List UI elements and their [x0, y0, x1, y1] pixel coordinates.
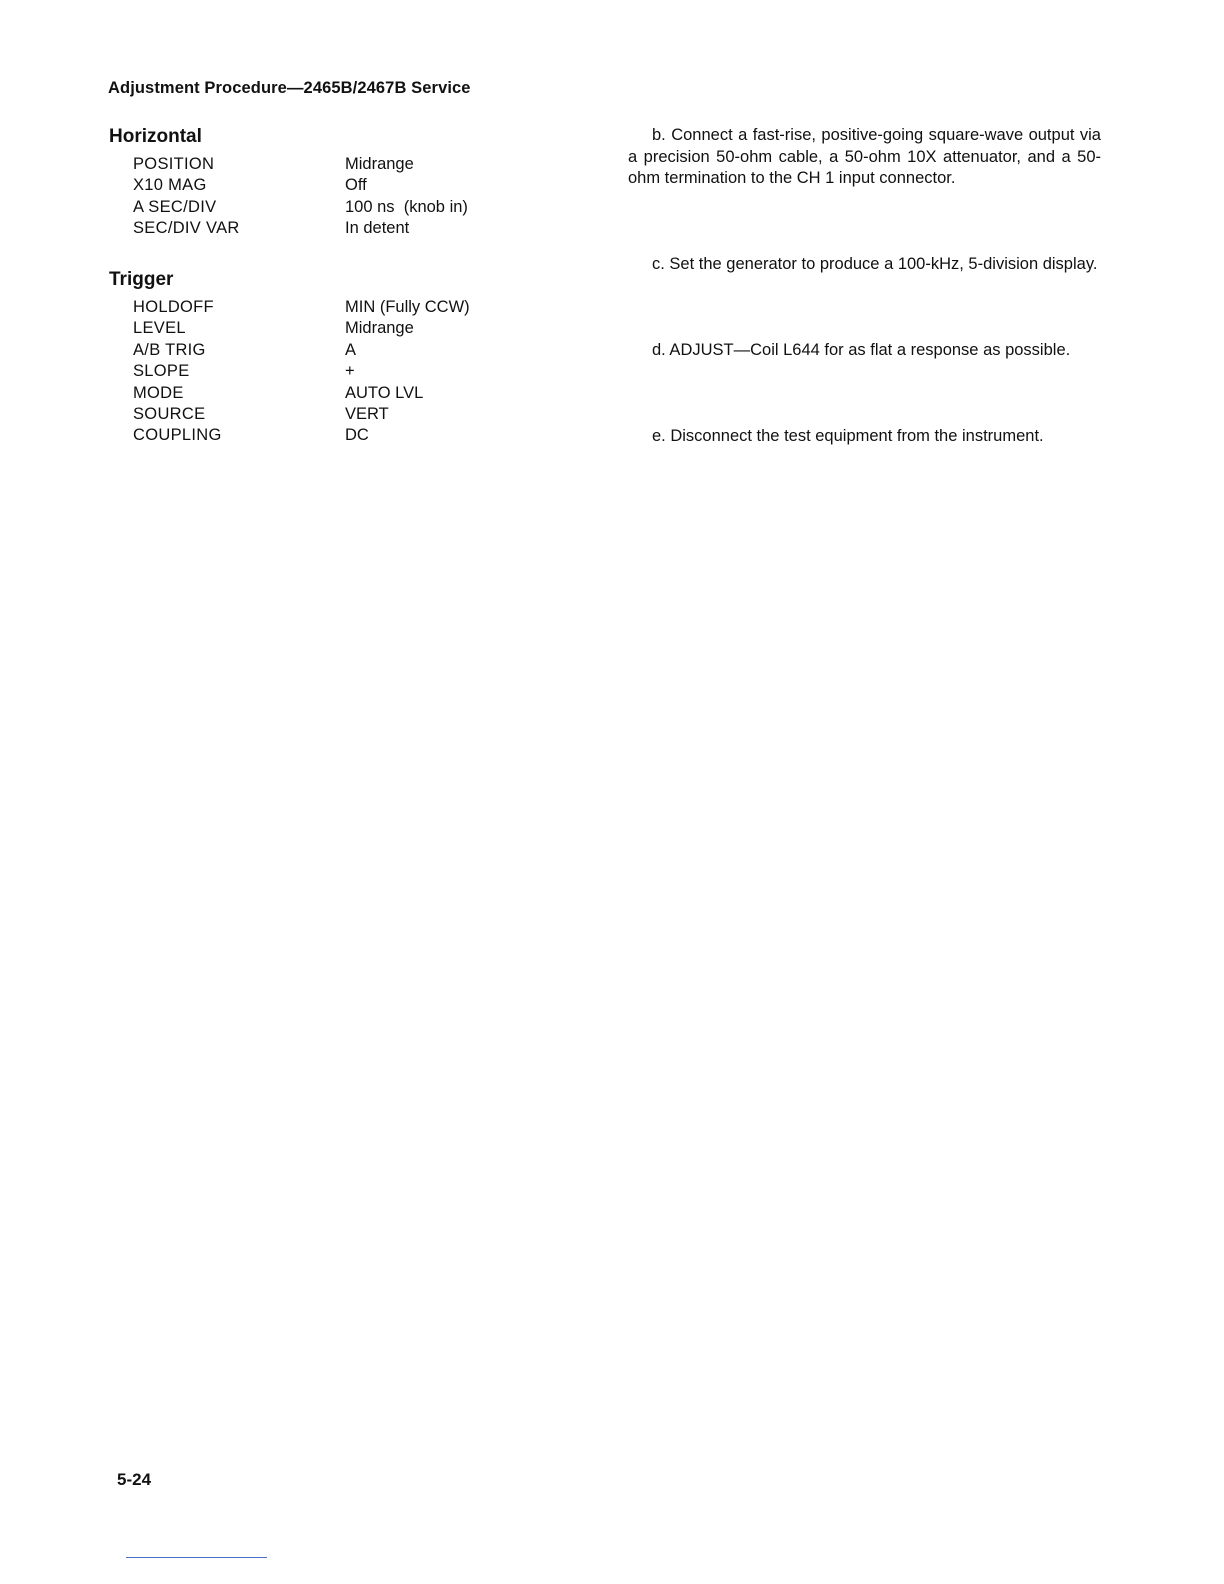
setting-name: SEC/DIV VAR	[133, 219, 240, 238]
trigger-settings-list	[133, 297, 529, 447]
setting-row	[133, 175, 529, 196]
settings-column	[109, 124, 529, 447]
setting-row	[133, 425, 529, 446]
setting-row	[133, 154, 529, 175]
horizontal-settings-list	[133, 154, 529, 240]
setting-value: Off	[345, 176, 367, 195]
setting-value: +	[345, 362, 355, 381]
setting-name: SLOPE	[133, 362, 190, 381]
setting-row	[133, 383, 529, 404]
section-heading-horizontal: Horizontal	[109, 126, 202, 147]
setting-value: 100 ns (knob in)	[345, 197, 468, 216]
footer-rule	[126, 1557, 267, 1558]
setting-value: A	[345, 340, 357, 359]
page-number: 5-24	[117, 1470, 152, 1489]
horizontal-section	[109, 124, 529, 267]
setting-row	[133, 318, 529, 339]
setting-name: A SEC/DIV	[133, 197, 217, 216]
procedure-step-d: d. ADJUST—Coil L644 for as flat a response as possible.	[652, 341, 1071, 359]
setting-value: Midrange	[345, 155, 414, 173]
setting-name: X10 MAG	[133, 176, 207, 195]
setting-row	[133, 197, 529, 218]
section-heading-trigger: Trigger	[109, 269, 174, 290]
setting-value: In detent	[345, 219, 410, 238]
setting-name: A/B TRIG	[133, 340, 206, 359]
setting-name: LEVEL	[133, 319, 186, 338]
setting-name: HOLDOFF	[133, 298, 214, 316]
setting-name: SOURCE	[133, 404, 206, 423]
setting-name: MODE	[133, 383, 184, 402]
setting-row	[133, 340, 529, 361]
procedure-step-b: b. Connect a fast-rise, positive-going square-wave output via a precision 50-ohm cable, a 50-ohm 10X attenuator, and a 50-ohm termination to the CH 1 input connector.	[628, 126, 1101, 188]
setting-row	[133, 218, 529, 239]
setting-row	[133, 404, 529, 425]
setting-value: AUTO LVL	[345, 383, 424, 402]
setting-row	[133, 361, 529, 382]
setting-value: Midrange	[345, 319, 414, 338]
procedure-step-c: c. Set the generator to produce a 100-kHz, 5-division display.	[652, 255, 1098, 273]
setting-value: MIN (Fully CCW)	[345, 298, 470, 316]
setting-name: COUPLING	[133, 426, 222, 445]
setting-row	[133, 297, 529, 318]
procedure-steps-column	[628, 125, 1101, 448]
setting-value: VERT	[345, 404, 389, 423]
setting-value: DC	[345, 426, 369, 445]
procedure-step-e: e. Disconnect the test equipment from the instrument.	[652, 427, 1044, 445]
running-header: Adjustment Procedure—2465B/2467B Service	[108, 79, 471, 97]
setting-name: POSITION	[133, 155, 215, 173]
trigger-section	[109, 267, 529, 447]
